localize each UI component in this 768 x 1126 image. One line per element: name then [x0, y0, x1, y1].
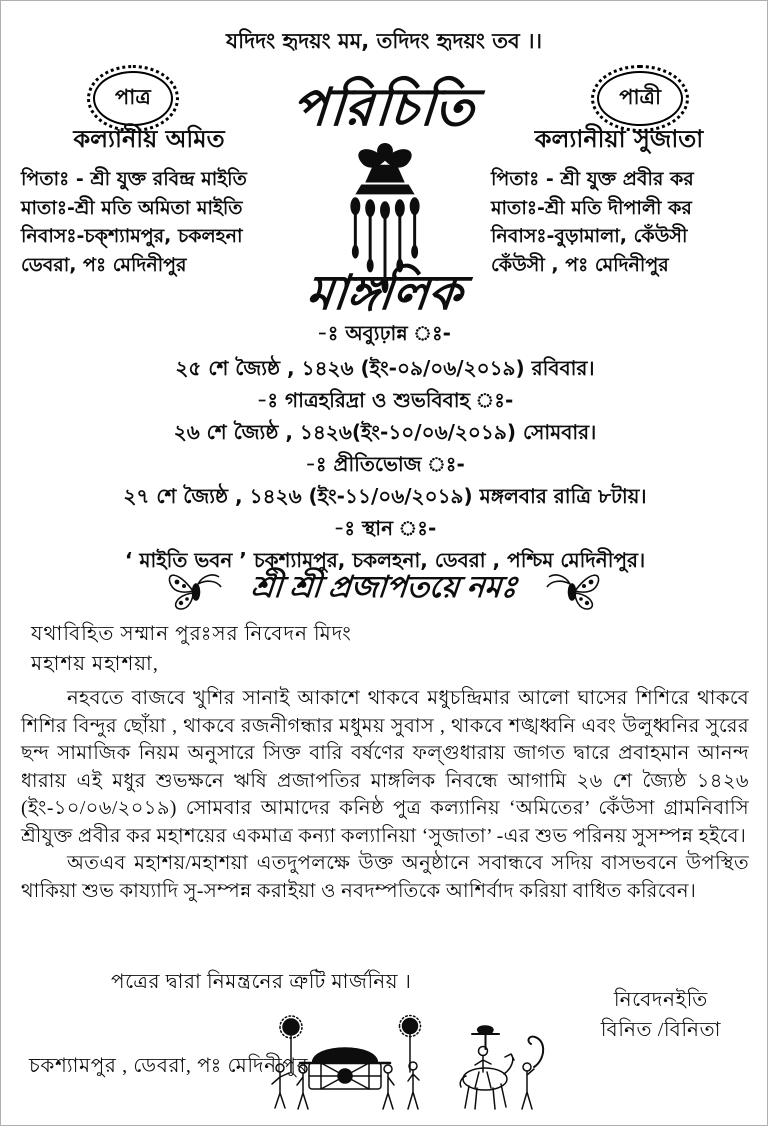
signature-block: [601, 985, 721, 1045]
schedule-date-reception: ২৭ শে জ্যৈষ্ঠ , ১৪২৬ (ইং-১১/০৬/২০১৯) মঙ্গলবার রাত্রি ৮টায়।: [123, 484, 647, 508]
event-schedule: [65, 353, 705, 577]
bride-father: পিতাঃ - শ্রী যুক্ত প্রবীর কর: [491, 168, 694, 190]
schedule-heading-wedding: -ঃ গাত্রহরিদ্রা ও শুভবিবাহ ঃ-: [256, 388, 514, 412]
letter-paragraph-2: অতএব মহাশয়/মহাশয়া এতদুপলক্ষে উক্ত অনুষ্ঠানে সবান্ধবে সদিয় বাসভবনে উপস্থিত থাকিয়া শুভ কায্যাদি সু-সম্পন্ন করাইয়া ও নবদম্পতিকে আশির্বাদ করিয়া বাধিত করিবেন।: [21, 853, 749, 902]
letter-body: [21, 685, 749, 905]
page-title: পরিচিতি: [290, 80, 478, 137]
sanskrit-quote: যদিদং হৃদয়ং মম, তদিদং হৃদয়ং তব ।।: [226, 29, 542, 53]
bride-mother: মাতাঃ-শ্রী মতি দীপালী কর: [491, 196, 692, 219]
groom-address-line1: নিবাসঃ-চক্‌শ্যামপুর, চকলহনা: [21, 225, 243, 247]
groom-father: পিতাঃ - শ্রী যুক্ত রবিন্দ্র মাইতি: [21, 168, 247, 190]
salutation-line1: যথাবিহিত সম্মান পুরঃসর নিবেদন মিদং: [31, 623, 352, 645]
schedule-date-abyurhanna: ২৫ শে জ্যৈষ্ঠ , ১৪২৬ (ইং-০৯/০৬/২০১৯) রবিবার।: [175, 356, 595, 380]
schedule-heading-reception: -ঃ প্রীতিভোজ ঃ-: [305, 452, 465, 476]
butterfly-right-icon: [543, 565, 605, 613]
schedule-heading-venue: -ঃ স্থান ঃ-: [333, 516, 437, 540]
bride-details: [491, 121, 747, 279]
signature-line1: নিবেদনইতি: [613, 989, 708, 1011]
invocation-row: [1, 563, 767, 614]
bride-badge-label: পাত্রী: [619, 85, 661, 109]
groom-badge-label: পাত্র: [115, 85, 151, 109]
bride-address-line2: কেঁউসী , পঃ মেদিনীপুর: [491, 253, 669, 276]
groom-name: কল্যানীয় অমিত: [73, 125, 225, 153]
letter-paragraph-1: নহবতে বাজবে খুশির সানাই আকাশে থাকবে মধুচন্দ্রিমার আলো ঘাসের শিশিরে থাকবে শিশির বিন্দুর ছোঁয়া , থাকবে রজনীগন্ধার মধুময় সুবাস , থাকবে শঙ্খধ্বনি এবং উলুধ্বনির সুরের ছন্দ সামাজিক নিয়ম অনুসারে সিক্ত বারি বর্ষণের ফল্গুধারায় জাগত দ্বারে প্রবাহমান আনন্দ ধারায় এই মধুর শুভক্ষনে ঋষি প্রজাপতির মাঙ্গলিক নিবন্ধে আগামি ২৬ শে জ্যৈষ্ঠ ১৪২৬ (ইং-১০/০৬/২০১৯) সোমবার আমাদের কনিষ্ঠ পুত্র কল্যানিয় ‘অমিতের’ কেঁউসা গ্রামনিবাসি শ্রীযুক্ত প্রবীর কর মহাশয়ের একমাত্র কন্যা কল্যানিয়া ‘সুজাতা’ -এর শুভ পরিনয় সুসম্পন্ন হইবে।: [21, 688, 749, 847]
abyurhanna-subheading: -ঃ অব্যুঢ়ান্ন ঃ-: [317, 321, 451, 345]
footer-address: চকশ্যামপুর , ডেবরা, পঃ মেদিনীপুর: [29, 1055, 309, 1077]
groom-mother: মাতাঃ-শ্রী মতি অমিতা মাইতি: [21, 196, 243, 219]
schedule-date-wedding: ২৬ শে জ্যৈষ্ঠ , ১৪২৬(ইং-১০/০৬/২০১৯) সোমবার।: [173, 420, 597, 444]
invocation-text: শ্রী শ্রী প্রজাপতয়ে নমঃ: [249, 571, 519, 604]
groom-address-line2: ডেবরা, পঃ মেদিনীপুর: [21, 253, 187, 276]
bride-name: কল্যানীয়া সুজাতা: [534, 125, 704, 153]
mangalik-heading: মাঙ্গলিক: [303, 267, 465, 320]
signature-line2: বিনিত /বিনিতা: [600, 1019, 721, 1041]
schedule-venue: ‘ মাইতি ভবন ’ চক্‌শ্যামপুর, চকলহনা, ডেবরা , পশ্চিম মেদিনীপুর।: [124, 548, 646, 572]
apology-line: পত্রের দ্বারা নিমন্ত্রনের ত্রুটি মার্জনিয় ।: [111, 971, 412, 993]
bride-badge: [597, 71, 683, 126]
groom-details: [21, 121, 277, 279]
salutation-line2: মহাশয় মহাশয়া,: [31, 653, 159, 675]
bride-address-line1: নিবাসঃ-বুড়ামালা, কেঁউসী: [491, 225, 688, 247]
butterfly-left-icon: [163, 565, 225, 613]
